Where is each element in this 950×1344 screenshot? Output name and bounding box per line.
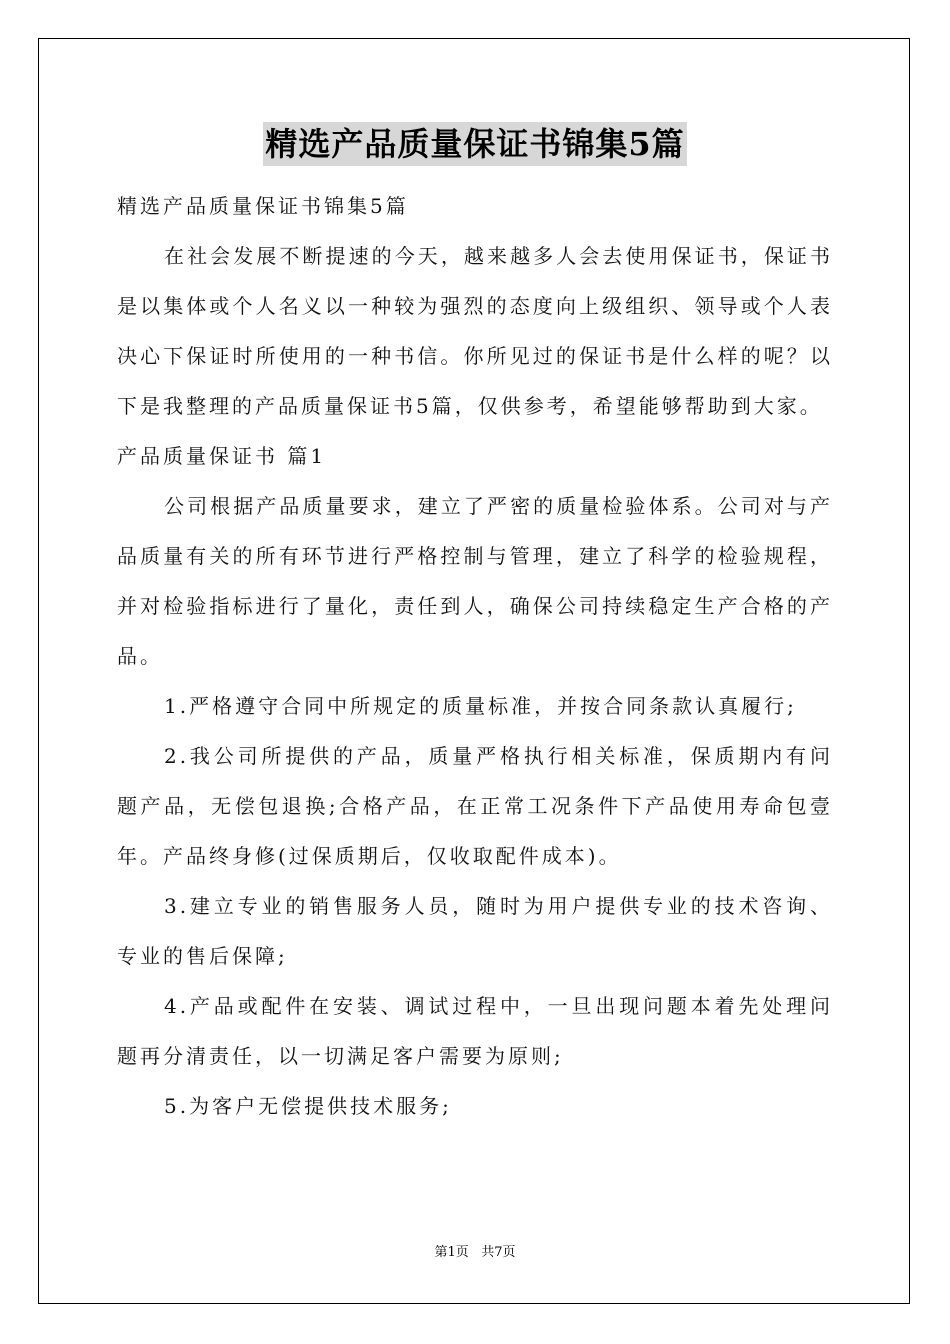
page-footer xyxy=(0,1244,950,1262)
body-paragraph: 公司根据产品质量要求，建立了严密的质量检验体系。公司对与产品质量有关的所有环节进行严格控制与管理，建立了科学的检验规程，并对检验指标进行了量化，责任到人，确保公司持续稳定生产合格的产品。 xyxy=(117,494,833,668)
page-number: 第1页 xyxy=(434,1245,469,1260)
list-item: 2.我公司所提供的产品，质量严格执行相关标准，保质期内有问题产品，无偿包退换;合格产品，在正常工况条件下产品使用寿命包壹年。产品终身修(过保质期后，仅收取配件成本)。 xyxy=(117,744,833,868)
document-subtitle: 精选产品质量保证书锦集5篇 xyxy=(117,194,409,218)
page-total: 共7页 xyxy=(481,1245,516,1260)
intro-paragraph: 在社会发展不断提速的今天，越来越多人会去使用保证书，保证书是以集体或个人名义以一种较为强烈的态度向上级组织、领导或个人表决心下保证时所使用的一种书信。你所见过的保证书是什么样的呢？以下是我整理的产品质量保证书5篇，仅供参考，希望能够帮助到大家。 xyxy=(117,244,833,418)
list-item: 4.产品或配件在安装、调试过程中，一旦出现问题本着先处理问题再分清责任，以一切满足客户需要为原则; xyxy=(117,994,833,1068)
list-item: 3.建立专业的销售服务人员，随时为用户提供专业的技术咨询、专业的售后保障; xyxy=(117,894,833,968)
section-heading: 产品质量保证书 篇1 xyxy=(117,444,327,468)
list-item: 1.严格遵守合同中所规定的质量标准，并按合同条款认真履行; xyxy=(164,694,797,718)
document-title: 精选产品质量保证书锦集5篇 xyxy=(263,122,686,166)
document-body xyxy=(117,181,833,1131)
title-container xyxy=(0,122,950,166)
list-item: 5.为客户无偿提供技术服务; xyxy=(164,1094,452,1118)
